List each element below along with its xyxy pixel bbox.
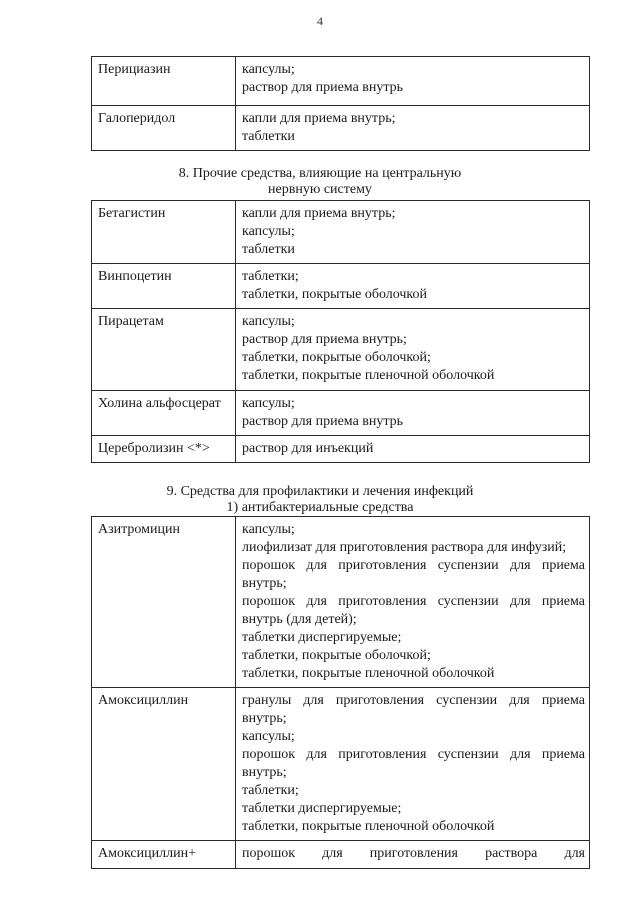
form-line: внутрь;	[242, 576, 287, 591]
drug-forms	[236, 517, 590, 688]
drug-forms	[236, 264, 590, 309]
drug-forms	[236, 57, 590, 106]
form-line: раствор для приема внутрь;	[242, 332, 407, 347]
form-line: внутрь;	[242, 711, 287, 726]
form-line: гранулы для приготовления суспензии для приема	[242, 693, 585, 708]
form-line: таблетки диспергируемые;	[242, 801, 402, 816]
drug-name: Винпоцетин	[92, 264, 236, 309]
drug-forms	[236, 688, 590, 841]
form-line: порошок для приготовления суспензии для приема	[242, 747, 585, 762]
drug-name: Азитромицин	[92, 517, 236, 688]
drug-name: Холина альфосцерат	[92, 391, 236, 436]
form-line: капсулы;	[242, 396, 295, 411]
heading-line: 1) антибактериальные средства	[226, 500, 414, 515]
heading-line: нервную систему	[268, 182, 372, 197]
table-row	[92, 106, 590, 151]
table-row	[92, 309, 590, 391]
form-line: капли для приема внутрь;	[242, 111, 396, 126]
page-number: 4	[317, 14, 323, 28]
table-row	[92, 264, 590, 309]
drug-table-section-8	[91, 200, 590, 463]
heading-line: 9. Средства для профилактики и лечения инфекций	[166, 484, 474, 499]
form-line: таблетки диспергируемые;	[242, 630, 402, 645]
drug-name: Амоксициллин+	[92, 841, 236, 869]
form-line: таблетки;	[242, 783, 299, 798]
form-line: лиофилизат для приготовления раствора для инфузий;	[242, 540, 567, 555]
form-line: капсулы;	[242, 314, 295, 329]
drug-forms	[236, 309, 590, 391]
table-row	[92, 841, 590, 869]
form-line: внутрь (для детей);	[242, 612, 357, 627]
drug-name: Амоксициллин	[92, 688, 236, 841]
form-line: таблетки, покрытые оболочкой;	[242, 648, 431, 663]
section-8-heading	[0, 166, 640, 198]
drug-table-top	[91, 56, 590, 151]
form-line: таблетки, покрытые пленочной оболочкой	[242, 666, 495, 681]
form-line: капсулы;	[242, 522, 295, 537]
form-line: раствор для приема внутрь	[242, 80, 404, 95]
form-line: внутрь;	[242, 765, 287, 780]
drug-forms	[236, 436, 590, 463]
drug-name: Пирацетам	[92, 309, 236, 391]
drug-forms	[236, 841, 590, 869]
form-line: таблетки, покрытые оболочкой;	[242, 350, 431, 365]
form-line: капсулы;	[242, 62, 295, 77]
table-row	[92, 201, 590, 264]
drug-forms	[236, 106, 590, 151]
drug-name: Перициазин	[92, 57, 236, 106]
section-9-heading	[0, 484, 640, 516]
table-row	[92, 517, 590, 688]
form-line: таблетки;	[242, 269, 299, 284]
form-line: порошок для приготовления раствора для	[242, 846, 585, 861]
form-line: капсулы;	[242, 224, 295, 239]
drug-table-section-9	[91, 516, 590, 869]
form-line: таблетки, покрытые пленочной оболочкой	[242, 368, 495, 383]
drug-name: Бетагистин	[92, 201, 236, 264]
form-line: капли для приема внутрь;	[242, 206, 396, 221]
drug-name: Галоперидол	[92, 106, 236, 151]
table-row	[92, 436, 590, 463]
drug-forms	[236, 391, 590, 436]
form-line: порошок для приготовления суспензии для приема	[242, 594, 585, 609]
drug-name: Церебролизин <*>	[92, 436, 236, 463]
form-line: таблетки	[242, 129, 295, 144]
drug-forms	[236, 201, 590, 264]
form-line: раствор для инъекций	[242, 441, 374, 456]
table-row	[92, 391, 590, 436]
form-line: порошок для приготовления суспензии для приема	[242, 558, 585, 573]
table-row	[92, 57, 590, 106]
form-line: раствор для приема внутрь	[242, 414, 404, 429]
table-row	[92, 688, 590, 841]
form-line: капсулы;	[242, 729, 295, 744]
form-line: таблетки, покрытые оболочкой	[242, 287, 428, 302]
form-line: таблетки, покрытые пленочной оболочкой	[242, 819, 495, 834]
heading-line: 8. Прочие средства, влияющие на центральную	[178, 166, 462, 181]
form-line: таблетки	[242, 242, 295, 257]
